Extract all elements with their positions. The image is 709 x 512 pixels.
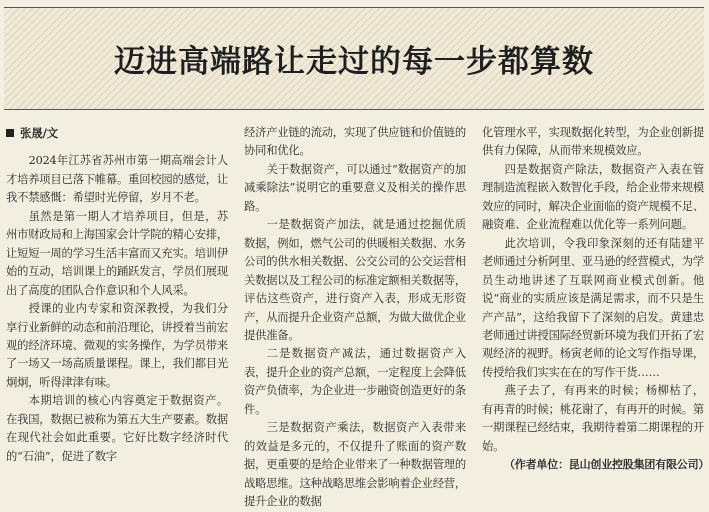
paragraph: 虽然是第一期人才培养项目，但是，苏州市财政局和上海国家会计学院的精心安排，让短短一周的学习生活丰富而又充实。培训伊始的互动，培训课上的踊跃发言，学员们展现出了高度的团队合作意识和个人风采。 [6, 209, 228, 297]
paragraph-continued: 经济产业链的流动，实现了供应链和价值链的协同和优化。 [244, 126, 466, 158]
paragraph: 四是数据资产除法，数据资产入表在管理制造流程嵌入数智化手段，给企业带来规模效应的同时，解决企业面临的资产规模不足、融资难、企业流程难以优化等一系列问题。 [482, 162, 704, 232]
headline-banner [4, 7, 704, 110]
byline-square-icon [6, 129, 14, 137]
article-title: 迈进高端路让走过的每一步都算数 [114, 44, 594, 80]
text-column-3 [482, 124, 709, 499]
paragraph: 燕子去了，有再来的时候；杨柳枯了，有再青的时候；桃花谢了，有再开的时候。第一期课程已经结束，我期待着第二期课程的开始。 [482, 384, 704, 453]
paragraph: 三是数据资产乘法，数据资产入表带来的效益是多元的，不仅提升了账面的资产数据，更重要的是给企业带来了一种数据管理的战略思维。这种战略思维会影响着企业经营，提升企业的数据 [244, 421, 466, 509]
paragraph: 授课的业内专家和资深教授，为我们分享行业新鲜的动态和前沿理论，讲授着当前宏观的经济环境、微观的实务操作，为学员带来了一场又一场高质量课程。课上，我们都目光炯炯，听得津津有味。 [6, 302, 228, 389]
paragraph: 二是数据资产减法，通过数据资产入表，提升企业的资产总额，一定程度上会降低资产负债率，为企业进一步融资创造更好的条件。 [244, 347, 466, 416]
author-affiliation: （作者单位：昆山创业控股集团有限公司） [504, 458, 709, 472]
paragraph: 关于数据资产，可以通过“数据资产的加减乘除法”说明它的重要意义及相关的操作思路。 [244, 162, 466, 213]
paragraph: 一是数据资产加法，就是通过挖掘优质数据，例如，燃气公司的供暖相关数据、水务公司的供水相关数据、公交公司的公交运营相关数据以及工程公司的标准定额相关数据等，评估这些资产，进行资产入表，形成无形资产，从而提升企业资产总额，为做大做优企业提供准备。 [244, 218, 466, 342]
byline [6, 124, 228, 142]
text-column-2 [244, 124, 466, 509]
text-column-1 [6, 124, 228, 499]
paragraph: 本期培训的核心内容奠定于数据资产。在我国，数据已被称为第五大生产要素。数据在现代社会如此重要。它好比数字经济时代的“石油”，促进了数字 [6, 394, 228, 463]
paragraph: 2024年江苏省苏州市第一期高端会计人才培养项目已落下帷幕。重回校园的感觉，让我不禁感慨：希望时光停留，岁月不老。 [6, 154, 228, 205]
paragraph: 此次培训，令我印象深刻的还有陆建平老师通过分析阿里、亚马逊的经营模式，为学员生动地讲述了互联网商业模式创新。他说“商业的实质应该是满足需求，而不只是生产产品”，这给我留下了深刻的启发。黄建忠老师通过讲授国际经贸新环境为我们开拓了宏观经济的视野。杨寅老师的论文写作指导课，传授给我们实实在在的写作干货…… [482, 236, 704, 379]
byline-text: 张晟/文 [20, 126, 58, 140]
paragraph-continued: 化管理水平，实现数据化转型，为企业创新提供有力保障，从而带来规模效应。 [482, 126, 704, 158]
